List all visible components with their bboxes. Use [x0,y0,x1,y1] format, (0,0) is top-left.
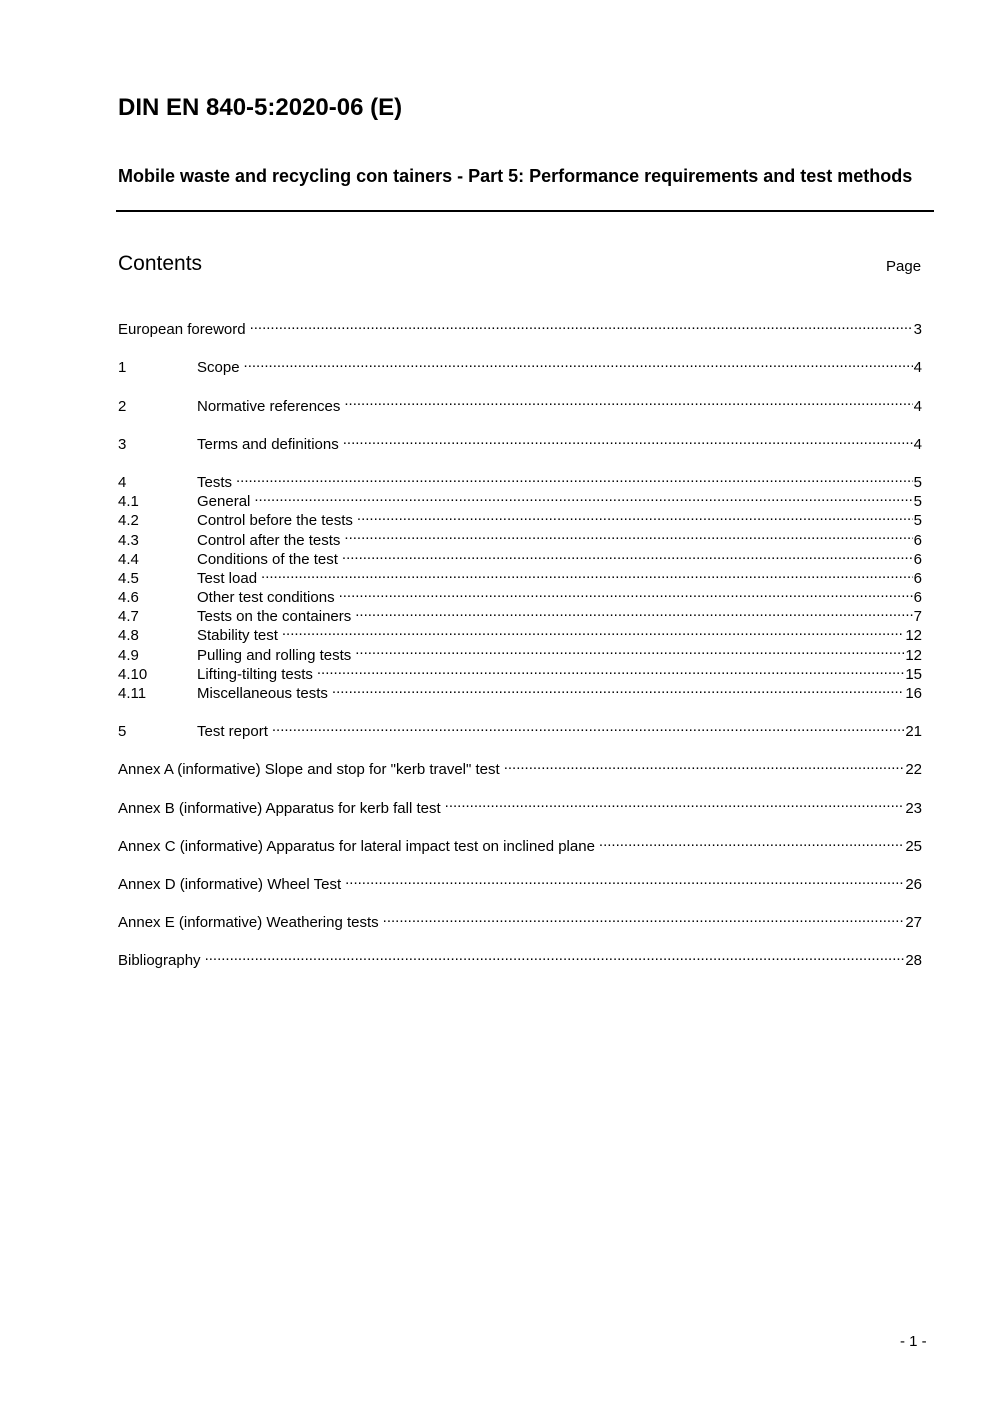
toc-entry-page: 5 [913,493,922,511]
toc-dot-leader [345,870,904,889]
toc-entry-page: 4 [913,397,922,415]
toc-entry-page: 3 [913,321,922,339]
toc-entry-label: Annex A (informative) Slope and stop for "kerb travel" test [118,761,500,779]
toc-entry-label: Normative references [197,397,341,415]
document-id: DIN EN 840-5:2020-06 (E) [118,94,403,121]
toc-entry-label: Annex B (informative) Apparatus for kerb fall test [118,799,441,817]
toc-dot-leader [355,602,912,621]
toc-entry-number: 4.3 [118,531,139,549]
toc-entry-label: Lifting-tilting tests [197,665,313,683]
toc-entry-number: 1 [118,359,127,377]
toc-entry-page: 25 [905,837,922,855]
toc-entry-label: Control after the tests [197,531,341,549]
toc-entry-label: Test report [197,723,268,741]
toc-dot-leader [261,564,913,583]
toc-entry-label: Annex E (informative) Weathering tests [118,914,379,932]
toc-entry-label: European foreword [118,321,246,339]
toc-entry-label: Other test conditions [197,589,335,607]
toc-dot-leader [445,793,905,812]
toc-dot-leader [254,487,912,506]
toc-entry-number: 4.2 [118,512,139,530]
toc-entry-page: 4 [913,435,922,453]
toc-entry-page: 6 [913,569,922,587]
contents-heading: Contents [118,252,203,275]
title-underline [116,210,934,212]
toc-entry-number: 4 [118,473,127,491]
toc-dot-leader [272,717,904,736]
toc-entry-number: 4.10 [118,665,148,683]
toc-entry-page: 7 [913,608,922,626]
toc-entry-label: Test load [197,569,258,587]
toc-entry-number: 4.1 [118,493,139,511]
toc-entry-label: Stability test [197,627,278,645]
toc-dot-leader [317,660,904,679]
toc-dot-leader [282,621,904,640]
toc-entry-page: 27 [905,914,922,932]
toc-dot-leader [355,640,904,659]
toc-entry[interactable] [118,353,922,377]
toc-entry[interactable] [118,717,922,741]
toc-entry-label: Tests on the containers [197,608,352,626]
toc-entry-page: 28 [905,952,922,970]
toc-entry-page: 21 [905,723,922,741]
toc-entry-number: 5 [118,723,127,741]
toc-entry-number: 4.9 [118,646,139,664]
toc-entry-label: Annex D (informative) Wheel Test [118,875,342,893]
toc-entry-label: Control before the tests [197,512,353,530]
toc-entry-number: 4.11 [118,685,147,702]
toc-entry-label: General [197,493,251,511]
toc-entry-page: 6 [913,589,922,607]
toc-entry-number: 4.4 [118,550,139,568]
toc-entry-label: Terms and definitions [197,435,339,453]
toc-entry-label: Conditions of the test [197,550,338,568]
page-column-label: Page [886,258,922,275]
toc-entry-label: Tests [197,473,233,491]
toc-entry-page: 12 [905,627,922,645]
toc-entry[interactable] [118,870,922,893]
toc-entry[interactable] [118,468,922,491]
toc-entry-page: 22 [905,761,922,779]
toc-entry[interactable] [118,430,922,453]
toc-dot-leader [332,679,904,698]
toc-dot-leader [236,468,913,487]
toc-entry-number: 2 [118,397,127,415]
toc-entry-label: Miscellaneous tests [197,685,328,702]
toc-dot-leader [343,430,913,449]
document-title: Mobile waste and recycling con tainers - Part 5: Performance requirements and test methods [118,166,913,186]
toc-dot-leader [357,506,913,525]
toc-entry-page: 12 [905,646,922,664]
toc-dot-leader [504,755,905,774]
toc-entry-number: 4.5 [118,569,139,587]
toc-entry-page: 16 [905,685,922,702]
toc-entry-page: 5 [913,512,922,530]
toc-entry-page: 5 [913,473,922,491]
toc-dot-leader [244,353,913,372]
toc-entry[interactable] [118,793,922,817]
toc-entry-page: 26 [905,875,922,893]
toc-dot-leader [344,391,912,410]
toc-entry-page: 23 [905,799,922,817]
toc-dot-leader [599,832,904,851]
toc-entry-number: 4.6 [118,589,139,607]
toc-entry-label: Bibliography [118,952,201,970]
toc-entry-label: Annex C (informative) Apparatus for lateral impact test on inclined plane [118,837,595,855]
toc-entry-label: Scope [197,359,240,377]
toc-dot-leader [342,545,913,564]
toc-dot-leader [339,583,913,602]
toc-entry[interactable] [118,315,922,339]
table-of-contents [118,315,922,970]
toc-entry-number: 4.7 [118,608,139,626]
toc-entry[interactable] [118,755,922,779]
toc-entry[interactable] [118,487,922,511]
toc-dot-leader [383,908,905,927]
toc-entry[interactable] [118,908,922,932]
toc-entry-label: Pulling and rolling tests [197,646,352,664]
toc-entry-page: 6 [913,531,922,549]
toc-entry-number: 4.8 [118,627,139,645]
toc-dot-leader [205,946,905,965]
toc-entry[interactable] [118,391,922,415]
toc-entry-page: 4 [913,359,922,377]
toc-entry-page: 15 [905,665,922,683]
toc-entry-number: 3 [118,435,127,453]
toc-dot-leader [344,525,912,544]
page-number: - 1 - [900,1333,927,1350]
toc-entry[interactable] [118,832,922,855]
toc-entry[interactable] [118,946,922,970]
toc-entry-page: 6 [913,550,922,568]
toc-dot-leader [250,315,913,334]
